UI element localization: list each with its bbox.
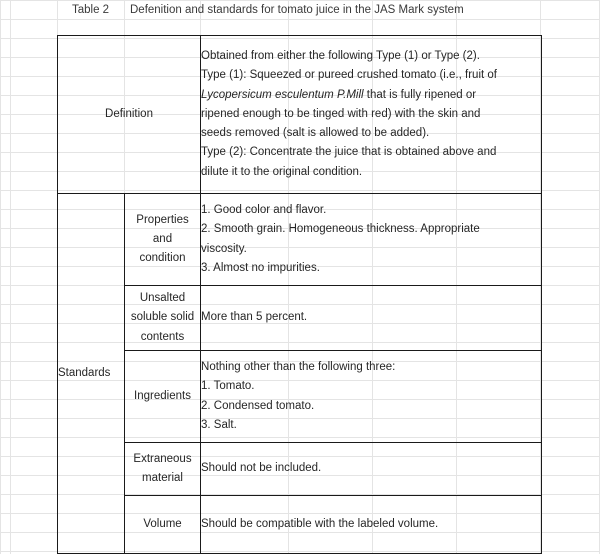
row-label-line: Properties [136, 213, 189, 226]
definition-line-2: Type (1): Squeezed or pureed crushed tomato (i.e., fruit of [201, 69, 497, 82]
table-row-definition [58, 36, 542, 194]
definition-value-cell [201, 36, 542, 194]
table-row-ingredients [58, 351, 542, 443]
definition-line-4: ripened enough to be tinged with red) with the skin and [201, 107, 481, 120]
row-label-volume: Volume [125, 496, 201, 554]
row-value-line: 3. Almost no impurities. [201, 261, 320, 274]
definition-line-3-rest: that is fully ripened or [366, 88, 477, 101]
row-value-soluble-solids: More than 5 percent. [201, 286, 542, 351]
row-label-line: contents [140, 330, 185, 343]
table-row-volume [58, 496, 542, 554]
row-label-line: soluble solid [130, 311, 195, 324]
table-title-label: Defenition and standards for tomato juice in the JAS Mark system [130, 4, 464, 16]
jas-mark-standards-table [57, 35, 542, 554]
row-value-ingredients [201, 351, 542, 443]
row-value-line: 3. Salt. [201, 418, 237, 431]
row-value-volume: Should be compatible with the labeled volume. [201, 496, 542, 554]
definition-line-5: seeds removed (salt is allowed to be added). [201, 127, 430, 140]
table-row-extraneous [58, 443, 542, 496]
row-label-soluble-solids [125, 286, 201, 351]
row-label-extraneous [125, 443, 201, 496]
row-value-line: viscosity. [201, 242, 247, 255]
row-value-line: 1. Tomato. [201, 380, 255, 393]
definition-line-3 [201, 86, 541, 105]
table-row-soluble-solids [58, 286, 542, 351]
row-value-properties [201, 194, 542, 286]
row-label-line: condition [139, 252, 186, 265]
row-label-line: Extraneous [133, 452, 192, 465]
species-name: Lycopersicum esculentum P.Mill [201, 88, 364, 101]
row-label-line: material [142, 472, 183, 484]
row-label-line: Unsalted [139, 292, 186, 305]
row-value-extraneous: Should not be included. [201, 443, 542, 496]
gridline-column [10, 0, 11, 554]
row-label-line: and [152, 232, 173, 245]
row-value-line: Nothing other than the following three: [201, 361, 396, 374]
definition-line-7: dilute it to the original condition. [201, 165, 363, 178]
table-number-label: Table 2 [72, 4, 110, 16]
definition-label-cell: Definition [58, 36, 201, 194]
row-value-line: 2. Condensed tomato. [201, 399, 315, 412]
definition-line-1: Obtained from either the following Type (1) or Type (2). [201, 50, 480, 63]
definition-line-6: Type (2): Concentrate the juice that is obtained above and [201, 146, 497, 159]
standards-label-cell: Standards [58, 194, 125, 554]
row-label-ingredients: Ingredients [125, 351, 201, 443]
gridline-column [0, 0, 1, 554]
row-label-properties [125, 194, 201, 286]
table-row-properties [58, 194, 542, 286]
row-value-line: 2. Smooth grain. Homogeneous thickness. Appropriate [201, 223, 480, 236]
row-value-line: 1. Good color and flavor. [201, 204, 327, 217]
